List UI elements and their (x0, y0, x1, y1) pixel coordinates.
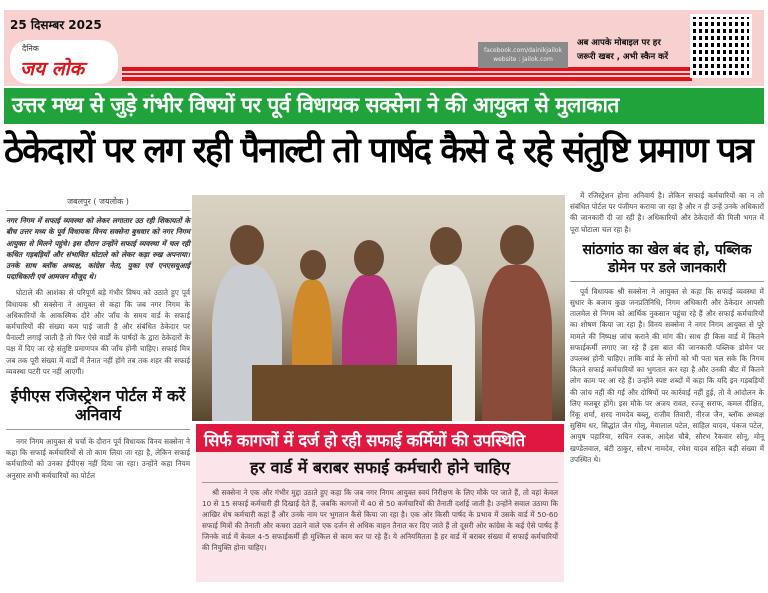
promo-line-1: अब आपके मोबाइल पर हर (577, 38, 661, 48)
newspaper-logo (10, 40, 118, 84)
box-heading: हर वार्ड में बराबर सफाई कर्मचारी होने चाहिए (202, 456, 558, 483)
masthead (4, 10, 764, 86)
left-column (6, 196, 190, 481)
promo-line-2: जरूरी खबर , अभी स्कैन करें (577, 52, 669, 62)
dateline: जबलपुर ( जयलोक ) (6, 196, 190, 211)
subheading: ईपीएस रजिस्ट्रेशन पोर्टल में करें अनिवार्य (6, 387, 190, 430)
qr-promo-text (577, 36, 668, 64)
body-paragraph: नगर निगम आयुक्त से चर्चा के दौरान पूर्व विधायक विनय सक्सेना ने कहा कि सफाई कर्मचारियों से तो काम लिया जा रहा है, लेकिन सफाई कर्मचारियों को उनका ईपीएस नहीं दिया जा रहा। उन्होंने कहा नियम अनुसार सभी कर्मचारियों का पोर्टल (6, 437, 190, 480)
masthead-rule (122, 67, 692, 81)
main-headline: ठेकेदारों पर लग रही पैनाल्टी तो पार्षद कैसे दे रहे संतुष्टि प्रमाण पत्र (4, 131, 753, 171)
logo-name: जय लोक (20, 58, 85, 80)
social-links-box (478, 42, 568, 68)
lead-paragraph: नगर निगम में सफाई व्यवस्था को लेकर लगातार उठ रही शिकायतों के बीच उत्तर मध्य के पूर्व विधायक विनय सक्सेना बुधवार को नगर निगम आयुक्त से मिलने पहुंचे। इस दौरान उन्होंने सफाई व्यवस्था में चल रही कथित गड़बड़ियों और संभावित घोटाले को लेकर कड़ा रुख अपनाया। उनके साथ ब्लॉक अध्यक्ष, कांग्रेस नेता, युका एवं एनएसयूआई पदाधिकारी एवं आमजन मौजूद थे। (6, 216, 190, 282)
news-photo (192, 195, 565, 421)
body-paragraph: में रजिस्ट्रेशन होना अनिवार्य है। लेकिन सफाई कर्मचारियों का न तो संबंधित पोर्टल पर पंजीयन कराया जा रहा है और न ही उन्हें उनके अधिकारों की जानकारी दी जा रही है। अधिकारियों और ठेकेदारों की मिली भगत में पूरा घोटाला चल रहा है। (570, 191, 764, 234)
logo-prefix: दैनिक (22, 44, 39, 53)
body-paragraph: घोटाले की आशंका से परिपूर्ण बड़े गंभीर विषय को उठाते हुए पूर्व विधायक श्री सक्सेना ने आयुक्त से कहा कि जब नगर निगम के अधिकारियों के आकस्मिक दौरे और जाँच के समय वार्ड के सफाई कर्मचारियों की संख्या कम पाई जाती है और संबंधित ठेकेदार पर पैनाल्टी लगाई जाती है तो फिर ऐसे वार्डों के पार्षदों के द्वारा ठेकेदारों के पक्ष में दिए जा रहे संतुष्टि प्रमाणपत्र की जाँच होनी चाहिए। सफाई मित्र जब तक पूरी संख्या में वार्डों में तैनात नहीं होंगे तब तक शहर की सफाई व्यवस्था पटरी पर नहीं आएगी। (6, 288, 190, 376)
kicker-banner: उत्तर मध्य से जुड़े गंभीर विषयों पर पूर्व विधायक सक्सेना ने की आयुक्त से मुलाकात (4, 88, 764, 124)
website-link[interactable]: website : jailok.com (493, 56, 553, 63)
box-paragraph: श्री सक्सेना ने एक और गंभीर मुद्दा उठाते हुए कहा कि जब नगर निगम आयुक्त स्वयं निरीक्षण के लिए मौके पर जाते हैं, तो वहां केवल 10 से 15 सफाई कर्मचारी ही दिखाई देते हैं, जबकि कागजों में 40 से 50 कर्मचारियों की तैनाती दर्शाई जाती है। उन्होंने सवाल उठाया कि आखिर शेष कर्मचारी कहां हैं और उनके नाम पर भुगतान कैसे किया जा रहा है। एक ओर किसी पार्षद के प्रभाव में उसके वार्ड में 50-60 सफाई मित्रों की तैनाती और कचरा उठाने वाले एक दर्जन से अधिक वाहन तैनात कर दिए जाते हैं तो दूसरी ओर कांग्रेस के कई ऐसे पार्षद हैं जिनके वार्ड में केवल 4-5 सफाईकर्मी ही मुश्किल से काम कर पा रहे हैं। ये अनियमितता है हर वार्ड में बराबर संख्या में सफाई कर्मचारियों की नियुक्ति होना चाहिए। (202, 488, 558, 552)
section-banner: सिर्फ कागजों में दर्ज हो रही सफाई कर्मियों की उपस्थिति (196, 424, 564, 452)
subheading: सांठगांठ का खेल बंद हो, पब्लिक डोमेन पर डले जानकारी (570, 241, 764, 282)
facebook-link[interactable]: facebook.com/dainikjailok (483, 47, 563, 54)
qr-code-icon (690, 14, 752, 78)
body-paragraph: पूर्व विधायक श्री सक्सेना ने आयुक्त से कहा कि सफाई व्यवस्था में सुधार के बजाय कुछ जनप्रतिनिधि, निगम अधिकारी और ठेकेदार आपसी तालमेल से निगम को आर्थिक नुकसान पहुंचा रहे हैं और सफाई कर्मचारियों का शोषण किया जा रहा है। विनय सक्सेना ने नगर निगम आयुक्त से पूरे मामले की निष्पक्ष जांच कराने की मांग की। साथ ही किस वार्ड में कितने सफाईकर्मी लगाए जा रहे हैं इस बात की जानकारी पब्लिक डोमेन पर उपलब्ध होनी चाहिए। ताकि वार्ड के लोगों को भी पता चल सके कि निगम कितने सफाई कर्मचारियों का भुगतान कर रहा है और उनकी बीट में कितने लोग काम पर आ रहे हैं। उन्होंने स्पष्ट शब्दों में कहा कि यदि इन गड़बड़ियों की जांच नहीं की गई और दोषियों पर कार्रवाई नहीं हुई, तो वे आंदोलन के लिए मजबूर होंगे। इस मौके पर अजय रावत, रज्जू सराफ, कमल दीक्षित, रिंकू शर्मा, शरद नामदेव बब्लू, राजीव तिवारी, नीरज जैन, ब्लॉक अध्यक्ष सुसिम धर, सिद्धांत जैन गोलू, मेवालाल पटेल, साहिल यादव, पंकज पटेल, आयुष पहारिया, सचिन रजक, आदेश चौबे, सौरभ रैकवार सोनू, मोनू खण्डेलवाल, बंटी ठाकुर, सौरभ नामदेव, रमेश यादव सहित बड़ी संख्या में उपस्थित थे। (570, 286, 764, 464)
right-column (570, 190, 764, 465)
issue-date: 25 दिसम्बर 2025 (10, 18, 102, 32)
highlight-box (196, 452, 564, 582)
